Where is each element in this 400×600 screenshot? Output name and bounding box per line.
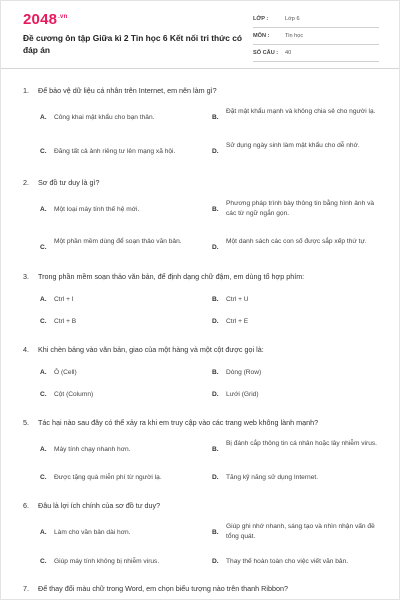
option-letter: A.: [40, 114, 47, 121]
option-text: Cột (Column): [54, 391, 94, 398]
option-text: Tăng kỹ năng sử dụng Internet.: [226, 474, 319, 481]
question-5: [23, 418, 383, 428]
option-text: Lưới (Grid): [226, 391, 259, 398]
option-letter: C.: [40, 148, 47, 155]
option-letter: A.: [40, 529, 47, 536]
question-stem: Đâu là lợi ích chính của sơ đồ tư duy?: [38, 501, 161, 510]
option-text: Ctrl + B: [54, 318, 77, 325]
option-letter: D.: [212, 148, 219, 155]
question-text: [23, 584, 383, 594]
option-letter: D.: [212, 391, 219, 398]
question-stem: Trong phần mềm soạn thảo văn bản, để định dạng chữ đậm, em dùng tổ hợp phím:: [38, 272, 305, 281]
document-meta: [253, 11, 379, 62]
option-letter: C.: [40, 474, 47, 481]
site-logo[interactable]: [23, 11, 67, 28]
question-1: [23, 86, 383, 96]
option-text: Một loại máy tính thế hệ mới.: [54, 206, 140, 213]
option-letter: C.: [40, 391, 47, 398]
question-text: [23, 418, 383, 428]
meta-label: LỚP :: [253, 16, 269, 22]
option-text: Một phần mềm dùng để soạn thảo văn bản.: [54, 238, 182, 245]
question-text: [23, 178, 383, 188]
question-stem: Để thay đổi màu chữ trong Word, em chọn biểu tượng nào trên thanh Ribbon?: [38, 584, 288, 593]
option-letter: B.: [212, 114, 219, 121]
question-number: 3.: [23, 272, 29, 281]
meta-row-class: [253, 11, 379, 28]
question-6: [23, 501, 383, 511]
option-text: Giúp ghi nhớ nhanh, sáng tạo và nhìn nhận vấn đề tổng quát.: [226, 523, 375, 540]
meta-row-count: [253, 45, 379, 62]
question-number: 7.: [23, 584, 29, 593]
meta-label: SỐ CÂU :: [253, 50, 279, 56]
option-letter: B.: [212, 369, 219, 376]
meta-row-subject: [253, 28, 379, 45]
option-letter: A.: [40, 296, 47, 303]
option-letter: A.: [40, 206, 47, 213]
question-text: [23, 501, 383, 511]
option-text: Dòng (Row): [226, 369, 262, 376]
option-text: Đăng tất cả ảnh riêng tư lên mạng xã hội.: [54, 148, 176, 155]
option-text: Thay thế hoàn toàn cho việc viết văn bản.: [226, 558, 349, 565]
meta-value: Lớp 6: [285, 16, 300, 22]
question-3: [23, 272, 383, 282]
option-text: Phương pháp trình bày thông tin bằng hình ảnh và các từ ngữ ngắn gọn.: [226, 200, 375, 217]
option-text: Công khai mật khẩu cho bạn thân.: [54, 114, 155, 121]
logo-suffix: .vn: [58, 14, 68, 20]
option-text: Sử dụng ngày sinh làm mật khẩu cho dễ nhớ.: [226, 142, 360, 149]
question-number: 4.: [23, 345, 29, 354]
document-header: [1, 1, 399, 69]
question-stem: Tác hại nào sau đây có thể xảy ra khi em truy cập vào các trang web không lành mạnh?: [38, 418, 319, 427]
option-text: Làm cho văn bản dài hơn.: [54, 529, 131, 536]
question-text: [23, 345, 383, 355]
option-letter: B.: [212, 529, 219, 536]
option-letter: D.: [212, 474, 219, 481]
question-text: [23, 272, 383, 282]
option-letter: D.: [212, 318, 219, 325]
option-text: Máy tính chạy nhanh hơn.: [54, 446, 131, 453]
option-letter: D.: [212, 558, 219, 565]
question-stem: Sơ đồ tư duy là gì?: [38, 178, 100, 187]
option-letter: A.: [40, 369, 47, 376]
option-text: Ctrl + E: [226, 318, 249, 325]
option-letter: C.: [40, 318, 47, 325]
option-letter: B.: [212, 206, 219, 213]
document-title: Đề cương ôn tập Giữa kì 2 Tin học 6 Kết nối tri thức có đáp án: [23, 33, 242, 55]
question-number: 2.: [23, 178, 29, 187]
option-letter: D.: [212, 244, 219, 251]
option-text: Một danh sách các con số được sắp xếp thứ tự.: [226, 238, 367, 245]
option-text: Đặt mật khẩu mạnh và không chia sẻ cho người lạ.: [226, 108, 376, 115]
question-stem: Khi chèn bảng vào văn bản, giao của một hàng và một cột được gọi là:: [38, 345, 264, 354]
meta-value: Tin học: [285, 33, 304, 39]
meta-value: 40: [285, 50, 292, 56]
question-2: [23, 178, 383, 188]
question-7: [23, 584, 383, 594]
option-text: Ô (Cell): [54, 369, 77, 376]
option-text: Giúp máy tính không bị nhiễm virus.: [54, 558, 160, 565]
option-text: Bị đánh cắp thông tin cá nhân hoặc lây nhiễm virus.: [226, 440, 378, 447]
meta-label: MÔN :: [253, 33, 270, 39]
option-text: Ctrl + I: [54, 296, 74, 303]
option-letter: B.: [212, 446, 219, 453]
question-number: 1.: [23, 86, 29, 95]
option-text: Được tặng quà miễn phí từ người lạ.: [54, 474, 162, 481]
option-letter: A.: [40, 446, 47, 453]
question-number: 6.: [23, 501, 29, 510]
option-letter: B.: [212, 296, 219, 303]
question-4: [23, 345, 383, 355]
question-text: [23, 86, 383, 96]
question-number: 5.: [23, 418, 29, 427]
logo-text: 2048: [23, 11, 58, 28]
option-letter: C.: [40, 558, 47, 565]
option-letter: C.: [40, 244, 47, 251]
option-text: Ctrl + U: [226, 296, 249, 303]
question-stem: Để bảo vệ dữ liệu cá nhân trên Internet, em nên làm gì?: [38, 86, 217, 95]
